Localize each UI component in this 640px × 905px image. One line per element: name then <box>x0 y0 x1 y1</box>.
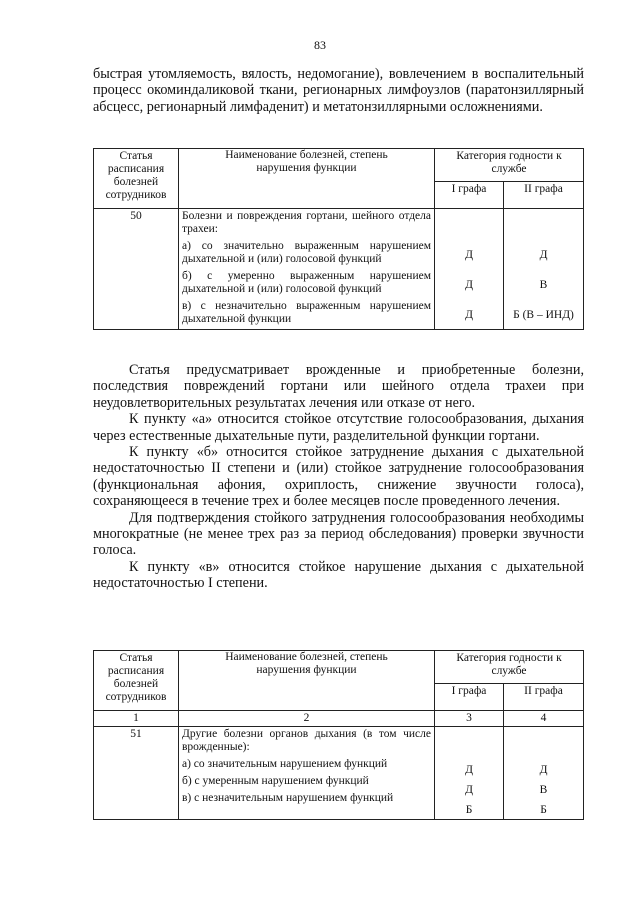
row-article: 51 <box>94 727 179 820</box>
row-graph2 <box>504 727 584 820</box>
graph1-item-a: Д <box>465 764 473 776</box>
header-article: Статья расписания болезней сотрудников <box>94 149 179 209</box>
graph1-item-a: Д <box>465 249 473 261</box>
row-graph2 <box>504 209 584 330</box>
header-article: Статья расписания болезней сотрудников <box>94 651 179 711</box>
header-category: Категория годности к службе <box>435 651 584 684</box>
graph2-item-c: Б <box>540 804 547 816</box>
paragraph: Для подтверждения стойкого затруднения голосообразования необходимы многократные (не менее трех раз за период обследования) проверки звучности голоса. <box>93 509 584 559</box>
paragraph: К пункту «в» относится стойкое нарушение дыхания с дыхательной недостаточностью I степени. <box>93 558 584 592</box>
paragraph: К пункту «б» относится стойкое затруднение дыхания с дыхательной недостаточностью II степени и (или) стойкое затруднение голосообразования (функциональная афония, охриплость, снижение звучности голоса), сохраняющееся в течение трех и более месяцев после проведенного лечения. <box>93 444 584 510</box>
graph2-item-c: Б (В – ИНД) <box>513 309 574 321</box>
row-name <box>179 209 435 330</box>
paragraph: Статья предусматривает врожденные и приобретенные болезни, последствия повреждений гортани или шейного отдела трахеи при неудовлетворительных результатах лечения или отказе от него. <box>93 362 584 411</box>
graph2-item-b: В <box>539 279 548 291</box>
graph1-item-c: Д <box>465 309 473 321</box>
graph2-item-b: В <box>539 784 548 796</box>
page-number: 83 <box>314 38 326 52</box>
row-item-a: а) со значительным нарушением функций <box>182 758 388 770</box>
header-graph2: II графа <box>504 182 584 209</box>
graph1-item-b: Д <box>465 784 473 796</box>
table-row <box>94 727 584 820</box>
row-item-a: а) со значительно выраженным нарушением дыхательной и (или) голосовой функций <box>182 240 431 265</box>
header-graph1: I графа <box>435 182 504 209</box>
article-description <box>93 362 584 592</box>
header-name: Наименование болезней, степень нарушения функции <box>179 651 435 711</box>
header-graph2: II графа <box>504 684 584 711</box>
table-header-row <box>94 651 584 684</box>
row-name <box>179 727 435 820</box>
row-item-b: б) с умеренно выраженным нарушением дыхательной и (или) голосовой функций <box>182 270 431 295</box>
row-item-c: в) с незначительно выраженным нарушением дыхательной функции <box>182 300 431 325</box>
graph2-item-a: Д <box>539 764 548 776</box>
disease-table-article-50 <box>93 148 584 330</box>
intro-text: быстрая утомляемость, вялость, недомогание), вовлечением в воспалительный процесс окоминдаликовой ткани, регионарных лимфоузлов (паратонзиллярный абсцесс, регионарный лимфаденит) и метатонзиллярными осложнениями. <box>93 66 584 115</box>
row-graph1 <box>435 209 504 330</box>
table-header-row <box>94 149 584 182</box>
row-item-c: в) с незначительным нарушением функций <box>182 792 394 804</box>
row-title: Другие болезни органов дыхания (в том числе врожденные): <box>182 728 431 753</box>
row-title: Болезни и повреждения гортани, шейного отдела трахеи: <box>182 210 431 235</box>
graph1-item-c: Б <box>465 804 473 816</box>
paragraph: К пункту «а» относится стойкое отсутствие голосообразования, дыхания через естественные дыхательные пути, разделительной функции гортани. <box>93 411 584 444</box>
header-graph1: I графа <box>435 684 504 711</box>
graph1-item-b: Д <box>465 279 473 291</box>
header-name: Наименование болезней, степень нарушения функции <box>179 149 435 209</box>
column-number: 1 <box>94 711 179 727</box>
header-category: Категория годности к службе <box>435 149 584 182</box>
graph2-item-a: Д <box>539 249 548 261</box>
row-item-b: б) с умеренным нарушением функций <box>182 775 369 787</box>
row-article: 50 <box>94 209 179 330</box>
row-graph1 <box>435 727 504 820</box>
column-number: 3 <box>435 711 504 727</box>
disease-table-article-51 <box>93 650 584 820</box>
column-number: 4 <box>504 711 584 727</box>
column-number: 2 <box>179 711 435 727</box>
intro-paragraph <box>93 66 584 115</box>
column-numbers-row <box>94 711 584 727</box>
table-row <box>94 209 584 330</box>
